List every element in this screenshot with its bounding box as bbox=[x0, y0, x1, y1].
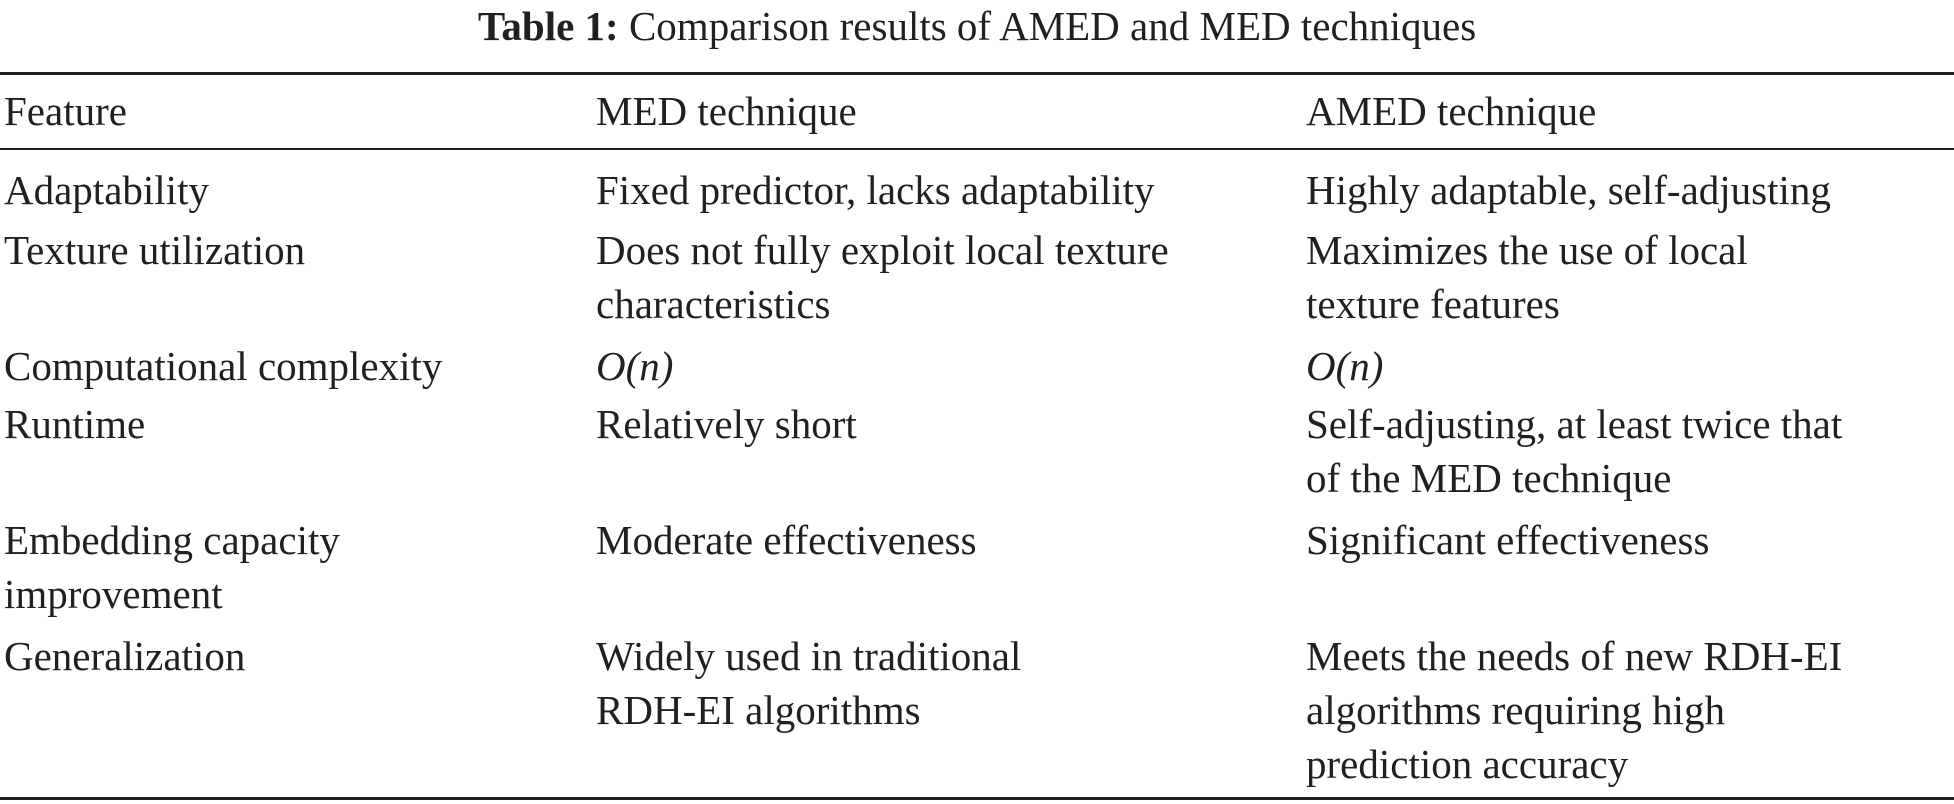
table-caption bbox=[0, 0, 1954, 64]
row-label: Generalization bbox=[4, 633, 246, 679]
med-cell: Widely used in traditional RDH-EI algorithms bbox=[596, 633, 1022, 733]
table-caption-text: Comparison results of AMED and MED techniques bbox=[628, 3, 1477, 49]
row-label: Adaptability bbox=[4, 167, 209, 213]
med-cell: Moderate effectiveness bbox=[596, 517, 977, 563]
med-cell: Relatively short bbox=[596, 401, 857, 447]
column-header-med: MED technique bbox=[596, 88, 857, 134]
column-header-amed: AMED technique bbox=[1306, 88, 1597, 134]
table-header-rule bbox=[0, 148, 1954, 150]
med-cell: Fixed predictor, lacks adaptability bbox=[596, 167, 1155, 213]
row-label: Texture utilization bbox=[4, 227, 306, 273]
row-label: Embedding capacity improvement bbox=[4, 517, 340, 617]
column-header-feature: Feature bbox=[4, 88, 127, 134]
amed-cell: Self-adjusting, at least twice that of the MED technique bbox=[1306, 401, 1843, 501]
row-label: Computational complexity bbox=[4, 343, 443, 389]
amed-cell: Highly adaptable, self-adjusting bbox=[1306, 167, 1831, 213]
amed-cell: Meets the needs of new RDH-EI algorithms requiring high prediction accuracy bbox=[1306, 633, 1843, 787]
table-top-rule bbox=[0, 72, 1954, 75]
amed-cell: Significant effectiveness bbox=[1306, 517, 1710, 563]
amed-cell: O(n) bbox=[1306, 343, 1384, 389]
table-caption-label: Table 1: bbox=[477, 3, 619, 49]
med-cell: Does not fully exploit local texture characteristics bbox=[596, 227, 1169, 327]
table-bottom-rule bbox=[0, 797, 1954, 800]
med-cell: O(n) bbox=[596, 343, 674, 389]
row-label: Runtime bbox=[4, 401, 146, 447]
amed-cell: Maximizes the use of local texture features bbox=[1306, 227, 1748, 327]
